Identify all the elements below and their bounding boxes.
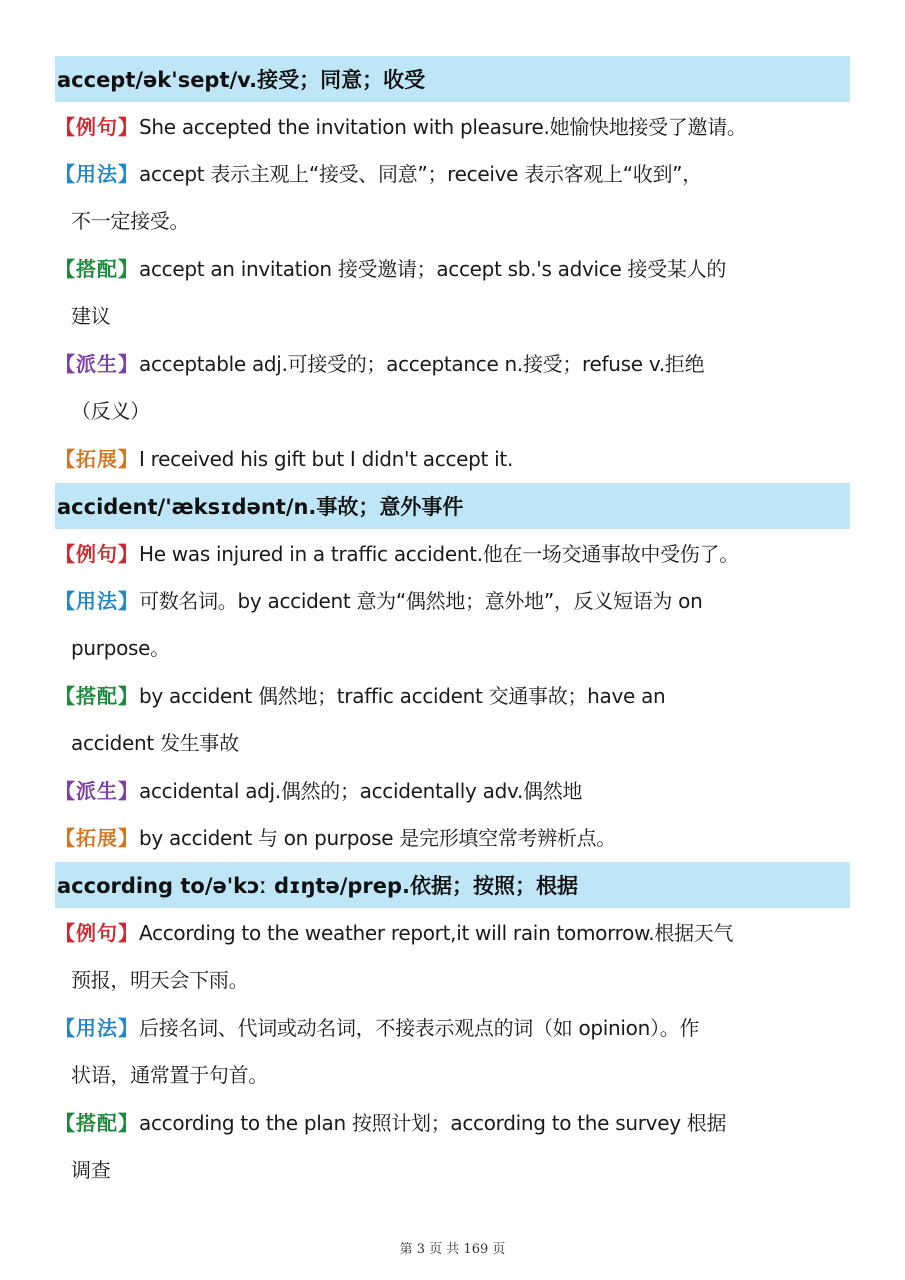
- word-header-text: according to/ə'kɔː dɪŋtə/prep.依据；按照；根据: [57, 874, 579, 898]
- word-header-accept: [55, 56, 850, 102]
- derivative-tag: 【派生】: [55, 779, 139, 803]
- example-tag: 【例句】: [55, 115, 139, 139]
- usage-row: [55, 578, 855, 672]
- usage-text: 后接名词、代词或动名词，不接表示观点的词（如 opinion）。作: [139, 1016, 700, 1040]
- collocation-tag: 【搭配】: [55, 684, 139, 708]
- usage-text-continued: purpose。: [71, 636, 170, 660]
- usage-text: accept 表示主观上“接受、同意”；receive 表示客观上“收到”，: [139, 162, 702, 186]
- usage-tag: 【用法】: [55, 589, 139, 613]
- word-header-text: accept/ək'sept/v.接受；同意；收受: [57, 68, 426, 92]
- example-text: According to the weather report,it will rain tomorrow.根据天气: [139, 921, 734, 945]
- derivative-tag: 【派生】: [55, 352, 139, 376]
- usage-tag: 【用法】: [55, 162, 139, 186]
- example-row: [55, 531, 855, 578]
- derivative-text-continued: （反义）: [71, 399, 150, 423]
- usage-text: 可数名词。by accident 意为“偶然地；意外地”，反义短语为 on: [139, 589, 703, 613]
- page-footer: 第 3 页 共 169 页: [399, 1242, 506, 1257]
- collocation-text: according to the plan 按照计划；according to the survey 根据: [139, 1111, 727, 1135]
- collocation-tag: 【搭配】: [55, 257, 139, 281]
- example-row: [55, 104, 855, 151]
- usage-tag: 【用法】: [55, 1016, 139, 1040]
- collocation-text-continued: 调查: [71, 1158, 111, 1182]
- extension-row: [55, 815, 855, 862]
- example-text: She accepted the invitation with pleasure.她愉快地接受了邀请。: [139, 115, 747, 139]
- extension-tag: 【拓展】: [55, 826, 139, 850]
- example-tag: 【例句】: [55, 921, 139, 945]
- example-text-continued: 预报，明天会下雨。: [71, 968, 249, 992]
- derivative-row: [55, 768, 855, 815]
- word-header-text: accident/'æksɪdənt/n.事故；意外事件: [57, 495, 464, 519]
- collocation-row: [55, 673, 855, 767]
- collocation-text: by accident 偶然地；traffic accident 交通事故；have an: [139, 684, 666, 708]
- word-header-accident: [55, 483, 850, 529]
- extension-row: [55, 436, 855, 483]
- derivative-text: acceptable adj.可接受的；acceptance n.接受；refuse v.拒绝: [139, 352, 705, 376]
- extension-text: by accident 与 on purpose 是完形填空常考辨析点。: [139, 826, 617, 850]
- example-text: He was injured in a traffic accident.他在一场交通事故中受伤了。: [139, 542, 739, 566]
- example-tag: 【例句】: [55, 542, 139, 566]
- usage-row: [55, 151, 855, 245]
- derivative-text: accidental adj.偶然的；accidentally adv.偶然地: [139, 779, 583, 803]
- collocation-text-continued: 建议: [71, 304, 111, 328]
- collocation-tag: 【搭配】: [55, 1111, 139, 1135]
- usage-text-continued: 状语，通常置于句首。: [71, 1063, 268, 1087]
- extension-tag: 【拓展】: [55, 447, 139, 471]
- example-row: [55, 910, 855, 1004]
- usage-row: [55, 1005, 855, 1099]
- derivative-row: [55, 341, 855, 435]
- collocation-text: accept an invitation 接受邀请；accept sb.'s advice 接受某人的: [139, 257, 727, 281]
- extension-text: I received his gift but I didn't accept it.: [139, 447, 513, 471]
- collocation-row: [55, 1100, 855, 1194]
- collocation-row: [55, 246, 855, 340]
- word-header-according-to: [55, 862, 850, 908]
- collocation-text-continued: accident 发生事故: [71, 731, 239, 755]
- usage-text-continued: 不一定接受。: [71, 209, 190, 233]
